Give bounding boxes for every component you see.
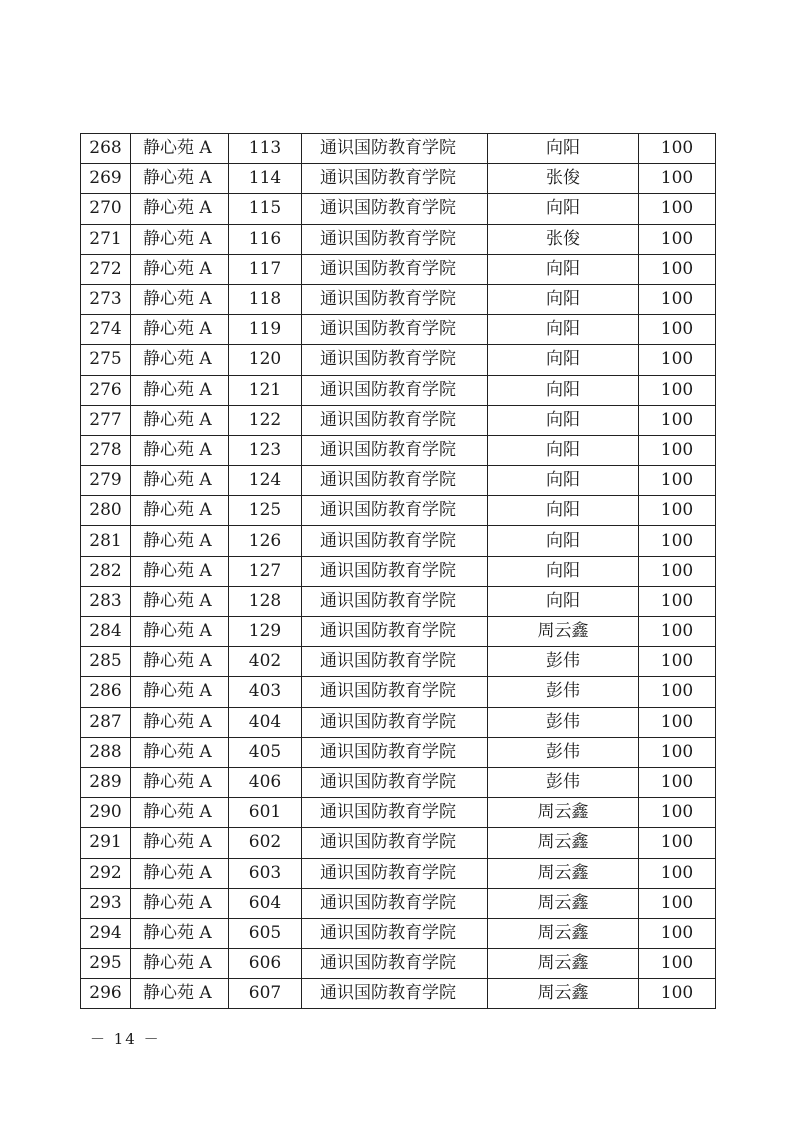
cell-score: 100 [639, 164, 716, 194]
cell-seq: 278 [81, 435, 131, 465]
table-row [81, 254, 716, 284]
cell-room: 605 [229, 918, 302, 948]
cell-room: 114 [229, 164, 302, 194]
cell-seq: 296 [81, 979, 131, 1009]
cell-seq: 274 [81, 315, 131, 345]
table-row [81, 284, 716, 314]
cell-room: 127 [229, 556, 302, 586]
cell-building: 静心苑 A [131, 677, 229, 707]
cell-score: 100 [639, 194, 716, 224]
cell-seq: 269 [81, 164, 131, 194]
cell-person: 向阳 [488, 194, 639, 224]
cell-room: 121 [229, 375, 302, 405]
cell-score: 100 [639, 134, 716, 164]
cell-building: 静心苑 A [131, 284, 229, 314]
table-row [81, 617, 716, 647]
cell-room: 607 [229, 979, 302, 1009]
cell-score: 100 [639, 979, 716, 1009]
cell-college: 通识国防教育学院 [302, 617, 488, 647]
cell-person: 周云鑫 [488, 828, 639, 858]
table-row [81, 466, 716, 496]
table-row [81, 375, 716, 405]
cell-building: 静心苑 A [131, 888, 229, 918]
table-row [81, 586, 716, 616]
cell-college: 通识国防教育学院 [302, 677, 488, 707]
cell-room: 113 [229, 134, 302, 164]
cell-score: 100 [639, 586, 716, 616]
table-row [81, 224, 716, 254]
cell-college: 通识国防教育学院 [302, 284, 488, 314]
cell-building: 静心苑 A [131, 858, 229, 888]
cell-seq: 284 [81, 617, 131, 647]
cell-seq: 294 [81, 918, 131, 948]
cell-person: 周云鑫 [488, 798, 639, 828]
cell-score: 100 [639, 918, 716, 948]
cell-score: 100 [639, 315, 716, 345]
cell-building: 静心苑 A [131, 375, 229, 405]
cell-room: 119 [229, 315, 302, 345]
cell-score: 100 [639, 767, 716, 797]
cell-room: 128 [229, 586, 302, 616]
table-row [81, 979, 716, 1009]
cell-seq: 288 [81, 737, 131, 767]
cell-building: 静心苑 A [131, 345, 229, 375]
cell-seq: 289 [81, 767, 131, 797]
cell-room: 124 [229, 466, 302, 496]
cell-person: 周云鑫 [488, 949, 639, 979]
cell-room: 603 [229, 858, 302, 888]
cell-building: 静心苑 A [131, 949, 229, 979]
cell-seq: 272 [81, 254, 131, 284]
cell-person: 周云鑫 [488, 858, 639, 888]
cell-seq: 292 [81, 858, 131, 888]
cell-seq: 293 [81, 888, 131, 918]
cell-room: 118 [229, 284, 302, 314]
table-body [81, 134, 716, 1009]
cell-seq: 275 [81, 345, 131, 375]
cell-building: 静心苑 A [131, 194, 229, 224]
cell-building: 静心苑 A [131, 647, 229, 677]
cell-college: 通识国防教育学院 [302, 586, 488, 616]
cell-seq: 270 [81, 194, 131, 224]
cell-seq: 276 [81, 375, 131, 405]
cell-college: 通识国防教育学院 [302, 949, 488, 979]
cell-seq: 281 [81, 526, 131, 556]
cell-seq: 277 [81, 405, 131, 435]
cell-person: 向阳 [488, 345, 639, 375]
cell-person: 彭伟 [488, 767, 639, 797]
cell-college: 通识国防教育学院 [302, 315, 488, 345]
cell-person: 向阳 [488, 556, 639, 586]
cell-building: 静心苑 A [131, 617, 229, 647]
cell-seq: 283 [81, 586, 131, 616]
table-row [81, 707, 716, 737]
cell-seq: 291 [81, 828, 131, 858]
cell-building: 静心苑 A [131, 134, 229, 164]
table-row [81, 858, 716, 888]
cell-room: 115 [229, 194, 302, 224]
table-row [81, 767, 716, 797]
cell-building: 静心苑 A [131, 918, 229, 948]
table-row [81, 435, 716, 465]
cell-college: 通识国防教育学院 [302, 767, 488, 797]
cell-building: 静心苑 A [131, 556, 229, 586]
cell-building: 静心苑 A [131, 737, 229, 767]
cell-college: 通识国防教育学院 [302, 254, 488, 284]
table-row [81, 828, 716, 858]
cell-college: 通识国防教育学院 [302, 375, 488, 405]
cell-room: 129 [229, 617, 302, 647]
cell-seq: 285 [81, 647, 131, 677]
cell-building: 静心苑 A [131, 767, 229, 797]
cell-college: 通识国防教育学院 [302, 345, 488, 375]
cell-score: 100 [639, 617, 716, 647]
cell-building: 静心苑 A [131, 466, 229, 496]
table-row [81, 315, 716, 345]
cell-person: 向阳 [488, 254, 639, 284]
cell-room: 406 [229, 767, 302, 797]
cell-person: 向阳 [488, 466, 639, 496]
cell-building: 静心苑 A [131, 828, 229, 858]
cell-person: 张俊 [488, 224, 639, 254]
cell-score: 100 [639, 737, 716, 767]
cell-person: 向阳 [488, 526, 639, 556]
cell-college: 通识国防教育学院 [302, 435, 488, 465]
cell-building: 静心苑 A [131, 254, 229, 284]
cell-score: 100 [639, 526, 716, 556]
cell-room: 604 [229, 888, 302, 918]
cell-score: 100 [639, 647, 716, 677]
cell-building: 静心苑 A [131, 164, 229, 194]
cell-college: 通识国防教育学院 [302, 466, 488, 496]
table-row [81, 677, 716, 707]
cell-room: 125 [229, 496, 302, 526]
cell-college: 通识国防教育学院 [302, 798, 488, 828]
cell-building: 静心苑 A [131, 435, 229, 465]
cell-person: 周云鑫 [488, 918, 639, 948]
dormitory-score-table [80, 133, 716, 1009]
cell-room: 404 [229, 707, 302, 737]
cell-room: 122 [229, 405, 302, 435]
cell-room: 402 [229, 647, 302, 677]
cell-building: 静心苑 A [131, 496, 229, 526]
cell-person: 向阳 [488, 284, 639, 314]
cell-college: 通识国防教育学院 [302, 224, 488, 254]
cell-college: 通识国防教育学院 [302, 164, 488, 194]
cell-person: 周云鑫 [488, 888, 639, 918]
cell-college: 通识国防教育学院 [302, 556, 488, 586]
cell-college: 通识国防教育学院 [302, 647, 488, 677]
cell-score: 100 [639, 375, 716, 405]
cell-score: 100 [639, 798, 716, 828]
table-row [81, 888, 716, 918]
table-row [81, 556, 716, 586]
cell-building: 静心苑 A [131, 315, 229, 345]
cell-score: 100 [639, 888, 716, 918]
cell-room: 116 [229, 224, 302, 254]
cell-score: 100 [639, 828, 716, 858]
cell-building: 静心苑 A [131, 979, 229, 1009]
cell-score: 100 [639, 707, 716, 737]
cell-score: 100 [639, 405, 716, 435]
cell-person: 向阳 [488, 315, 639, 345]
table-row [81, 345, 716, 375]
cell-room: 120 [229, 345, 302, 375]
cell-building: 静心苑 A [131, 526, 229, 556]
cell-score: 100 [639, 224, 716, 254]
cell-score: 100 [639, 284, 716, 314]
cell-score: 100 [639, 949, 716, 979]
cell-college: 通识国防教育学院 [302, 888, 488, 918]
cell-building: 静心苑 A [131, 405, 229, 435]
cell-college: 通识国防教育学院 [302, 707, 488, 737]
cell-score: 100 [639, 858, 716, 888]
dormitory-score-table-container [80, 133, 715, 1009]
table-row [81, 737, 716, 767]
cell-score: 100 [639, 496, 716, 526]
cell-seq: 271 [81, 224, 131, 254]
table-row [81, 526, 716, 556]
cell-person: 向阳 [488, 375, 639, 405]
cell-score: 100 [639, 677, 716, 707]
table-row [81, 405, 716, 435]
table-row [81, 164, 716, 194]
cell-score: 100 [639, 556, 716, 586]
cell-building: 静心苑 A [131, 586, 229, 616]
cell-building: 静心苑 A [131, 224, 229, 254]
table-row [81, 798, 716, 828]
table-row [81, 194, 716, 224]
table-row [81, 949, 716, 979]
cell-building: 静心苑 A [131, 798, 229, 828]
cell-seq: 273 [81, 284, 131, 314]
cell-college: 通识国防教育学院 [302, 496, 488, 526]
cell-college: 通识国防教育学院 [302, 134, 488, 164]
cell-person: 向阳 [488, 586, 639, 616]
cell-score: 100 [639, 435, 716, 465]
cell-college: 通识国防教育学院 [302, 194, 488, 224]
cell-score: 100 [639, 345, 716, 375]
cell-room: 601 [229, 798, 302, 828]
cell-person: 向阳 [488, 134, 639, 164]
cell-person: 向阳 [488, 435, 639, 465]
cell-score: 100 [639, 254, 716, 284]
cell-room: 606 [229, 949, 302, 979]
cell-seq: 287 [81, 707, 131, 737]
cell-seq: 268 [81, 134, 131, 164]
cell-room: 117 [229, 254, 302, 284]
cell-college: 通识国防教育学院 [302, 918, 488, 948]
cell-person: 张俊 [488, 164, 639, 194]
cell-seq: 282 [81, 556, 131, 586]
cell-person: 彭伟 [488, 647, 639, 677]
cell-person: 彭伟 [488, 677, 639, 707]
cell-building: 静心苑 A [131, 707, 229, 737]
table-row [81, 647, 716, 677]
cell-room: 405 [229, 737, 302, 767]
cell-seq: 295 [81, 949, 131, 979]
table-row [81, 918, 716, 948]
cell-room: 602 [229, 828, 302, 858]
cell-room: 123 [229, 435, 302, 465]
cell-seq: 280 [81, 496, 131, 526]
cell-seq: 279 [81, 466, 131, 496]
cell-room: 126 [229, 526, 302, 556]
cell-person: 向阳 [488, 496, 639, 526]
cell-person: 周云鑫 [488, 979, 639, 1009]
cell-room: 403 [229, 677, 302, 707]
cell-score: 100 [639, 466, 716, 496]
cell-seq: 290 [81, 798, 131, 828]
cell-college: 通识国防教育学院 [302, 828, 488, 858]
table-row [81, 134, 716, 164]
page-number: － 14 － [90, 1030, 161, 1048]
cell-person: 彭伟 [488, 737, 639, 767]
cell-college: 通识国防教育学院 [302, 858, 488, 888]
cell-person: 向阳 [488, 405, 639, 435]
cell-college: 通识国防教育学院 [302, 405, 488, 435]
table-row [81, 496, 716, 526]
cell-college: 通识国防教育学院 [302, 737, 488, 767]
cell-seq: 286 [81, 677, 131, 707]
cell-college: 通识国防教育学院 [302, 526, 488, 556]
cell-person: 彭伟 [488, 707, 639, 737]
cell-college: 通识国防教育学院 [302, 979, 488, 1009]
cell-person: 周云鑫 [488, 617, 639, 647]
